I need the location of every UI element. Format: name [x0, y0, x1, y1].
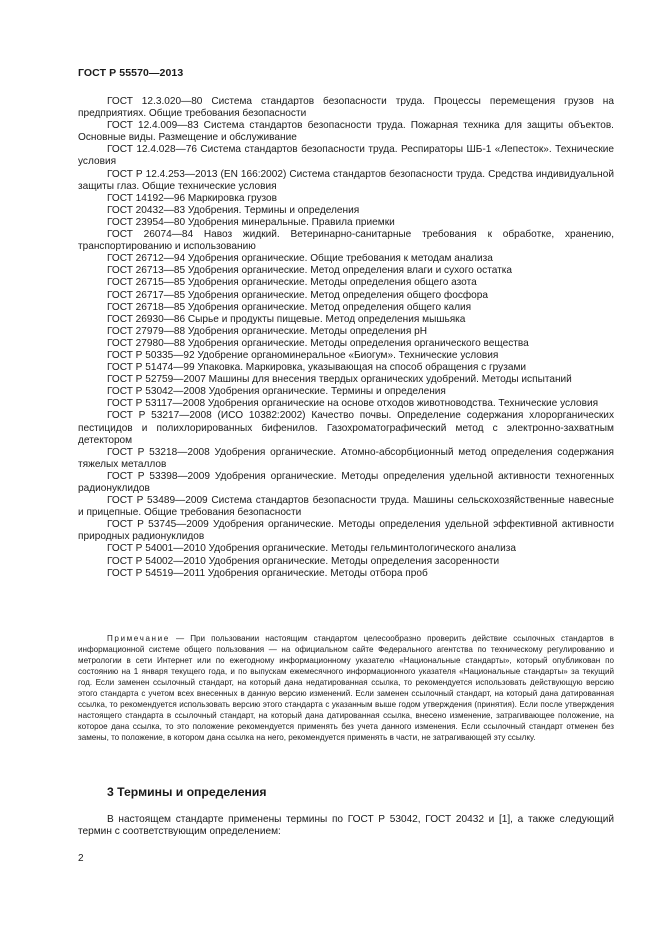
reference-entry: ГОСТ Р 51474—99 Упаковка. Маркировка, указывающая на способ обращения с грузами	[107, 362, 527, 374]
reference-entry: ГОСТ Р 50335—92 Удобрение органоминеральное «Биогум». Технические условия	[107, 349, 499, 361]
reference-entry: ГОСТ 26712—94 Удобрения органические. Общие требования к методам анализа	[107, 253, 493, 265]
reference-entry: ГОСТ 26718—85 Удобрения органические. Метод определения общего калия	[107, 301, 472, 313]
reference-entry: ГОСТ 12.3.020—80 Система стандартов безопасности труда. Процессы перемещения грузов на предприятиях. Общие требования безопасности	[78, 96, 614, 120]
note-text: — При пользовании настоящим стандартом целесообразно проверить действие ссылочных стандартов в информационной системе общего пользования — на официальном сайте Федерального агентства по техническому регулированию и метрологии в сети Интернет или по ежегодному информационному указателю «Национальные стандарты», который опубликован по состоянию на 1 января текущего года, и по выпускам ежемесячного информационного указателя «Национальные стандарты» за текущий год. Если заменен ссылочный стандарт, на который дана недатированная ссылка, то рекомендуется использовать действующую версию этого стандарта с учетом всех внесенных в данную версию изменений. Если заменен ссылочный стандарт, на который дана датированная ссылка, то рекомендуется использовать версию этого стандарта с указанным выше годом утверждения (принятия). Если после утверждения настоящего стандарта в ссылочный стандарт, на который дана датированная ссылка, внесено изменение, затрагивающее положение, на которое дана ссылка, то это положение рекомендуется применять без учета данного изменения. Если ссылочный стандарт отменен без замены, то положение, в котором дана ссылка на него, рекомендуется применять в части, не затрагивающей эту ссылку.	[78, 634, 614, 743]
reference-entry: ГОСТ Р 54519—2011 Удобрения органические. Методы отбора проб	[107, 567, 428, 579]
reference-entry: ГОСТ 27980—88 Удобрения органические. Методы определения органического вещества	[107, 337, 529, 349]
normative-references-list	[78, 96, 614, 580]
reference-entry: ГОСТ Р 53398—2009 Удобрения органические. Методы определения удельной активности техногенных радионуклидов	[78, 470, 614, 494]
section-title: Термины и определения	[117, 785, 267, 799]
reference-entry: ГОСТ Р 12.4.253—2013 (EN 166:2002) Система стандартов безопасности труда. Средства индивидуальной защиты глаз. Общие технические условия	[78, 168, 614, 192]
reference-entry: ГОСТ Р 53489—2009 Система стандартов безопасности труда. Машины сельскохозяйственные навесные и прицепные. Общие требования безопасности	[78, 495, 614, 519]
reference-entry: ГОСТ 12.4.009—83 Система стандартов безопасности труда. Пожарная техника для защиты объектов. Основные виды. Размещение и обслуживание	[78, 120, 614, 144]
note-paragraph	[78, 633, 614, 743]
page-number: 2	[78, 853, 84, 864]
reference-entry: ГОСТ Р 52759—2007 Машины для внесения твердых органических удобрений. Методы испытаний	[107, 374, 572, 386]
section-heading	[107, 785, 266, 799]
reference-entry: ГОСТ 26715—85 Удобрения органические. Методы определения общего азота	[107, 277, 477, 289]
reference-entry: ГОСТ Р 53042—2008 Удобрения органические. Термины и определения	[107, 386, 446, 398]
section-paragraph: В настоящем стандарте применены термины по ГОСТ Р 53042, ГОСТ 20432 и [1], а также следующий термин с соответствующим определением:	[78, 814, 614, 838]
page-header: ГОСТ Р 55570—2013	[78, 67, 184, 79]
reference-entry: ГОСТ Р 53117—2008 Удобрения органические на основе отходов животноводства. Технические условия	[107, 398, 599, 410]
reference-entry: ГОСТ 26717—85 Удобрения органические. Метод определения общего фосфора	[107, 289, 489, 301]
reference-entry: ГОСТ Р 53745—2009 Удобрения органические. Методы определения удельной эффективной активности природных радионуклидов	[78, 519, 614, 543]
reference-entry: ГОСТ 12.4.028—76 Система стандартов безопасности труда. Респираторы ШБ-1 «Лепесток». Технические условия	[78, 144, 614, 168]
reference-entry: ГОСТ Р 54002—2010 Удобрения органические. Методы определения засоренности	[107, 555, 500, 567]
reference-entry: ГОСТ 23954—80 Удобрения минеральные. Правила приемки	[107, 216, 395, 228]
reference-entry: ГОСТ Р 54001—2010 Удобрения органические. Методы гельминтологического анализа	[107, 543, 516, 555]
reference-entry: ГОСТ 26713—85 Удобрения органические. Метод определения влаги и сухого остатка	[107, 265, 512, 277]
reference-entry: ГОСТ Р 53218—2008 Удобрения органические. Атомно-абсорбционный метод определения содержания тяжелых металлов	[78, 446, 614, 470]
reference-entry: ГОСТ 14192—96 Маркировка грузов	[107, 192, 278, 204]
note-label: Примечание	[107, 634, 170, 643]
reference-entry: ГОСТ 26930—86 Сырье и продукты пищевые. Метод определения мышьяка	[107, 313, 466, 325]
section-number: 3	[107, 785, 114, 799]
reference-entry: ГОСТ Р 53217—2008 (ИСО 10382:2002) Качество почвы. Определение содержания хлорорганических пестицидов и полихлорированных бифенилов. Газохроматографический метод с электронно-захватным детектором	[78, 410, 614, 446]
reference-entry: ГОСТ 20432—83 Удобрения. Термины и определения	[107, 204, 360, 216]
reference-entry: ГОСТ 26074—84 Навоз жидкий. Ветеринарно-санитарные требования к обработке, хранению, транспортированию и использованию	[78, 229, 614, 253]
reference-entry: ГОСТ 27979—88 Удобрения органические. Методы определения pH	[107, 325, 427, 337]
